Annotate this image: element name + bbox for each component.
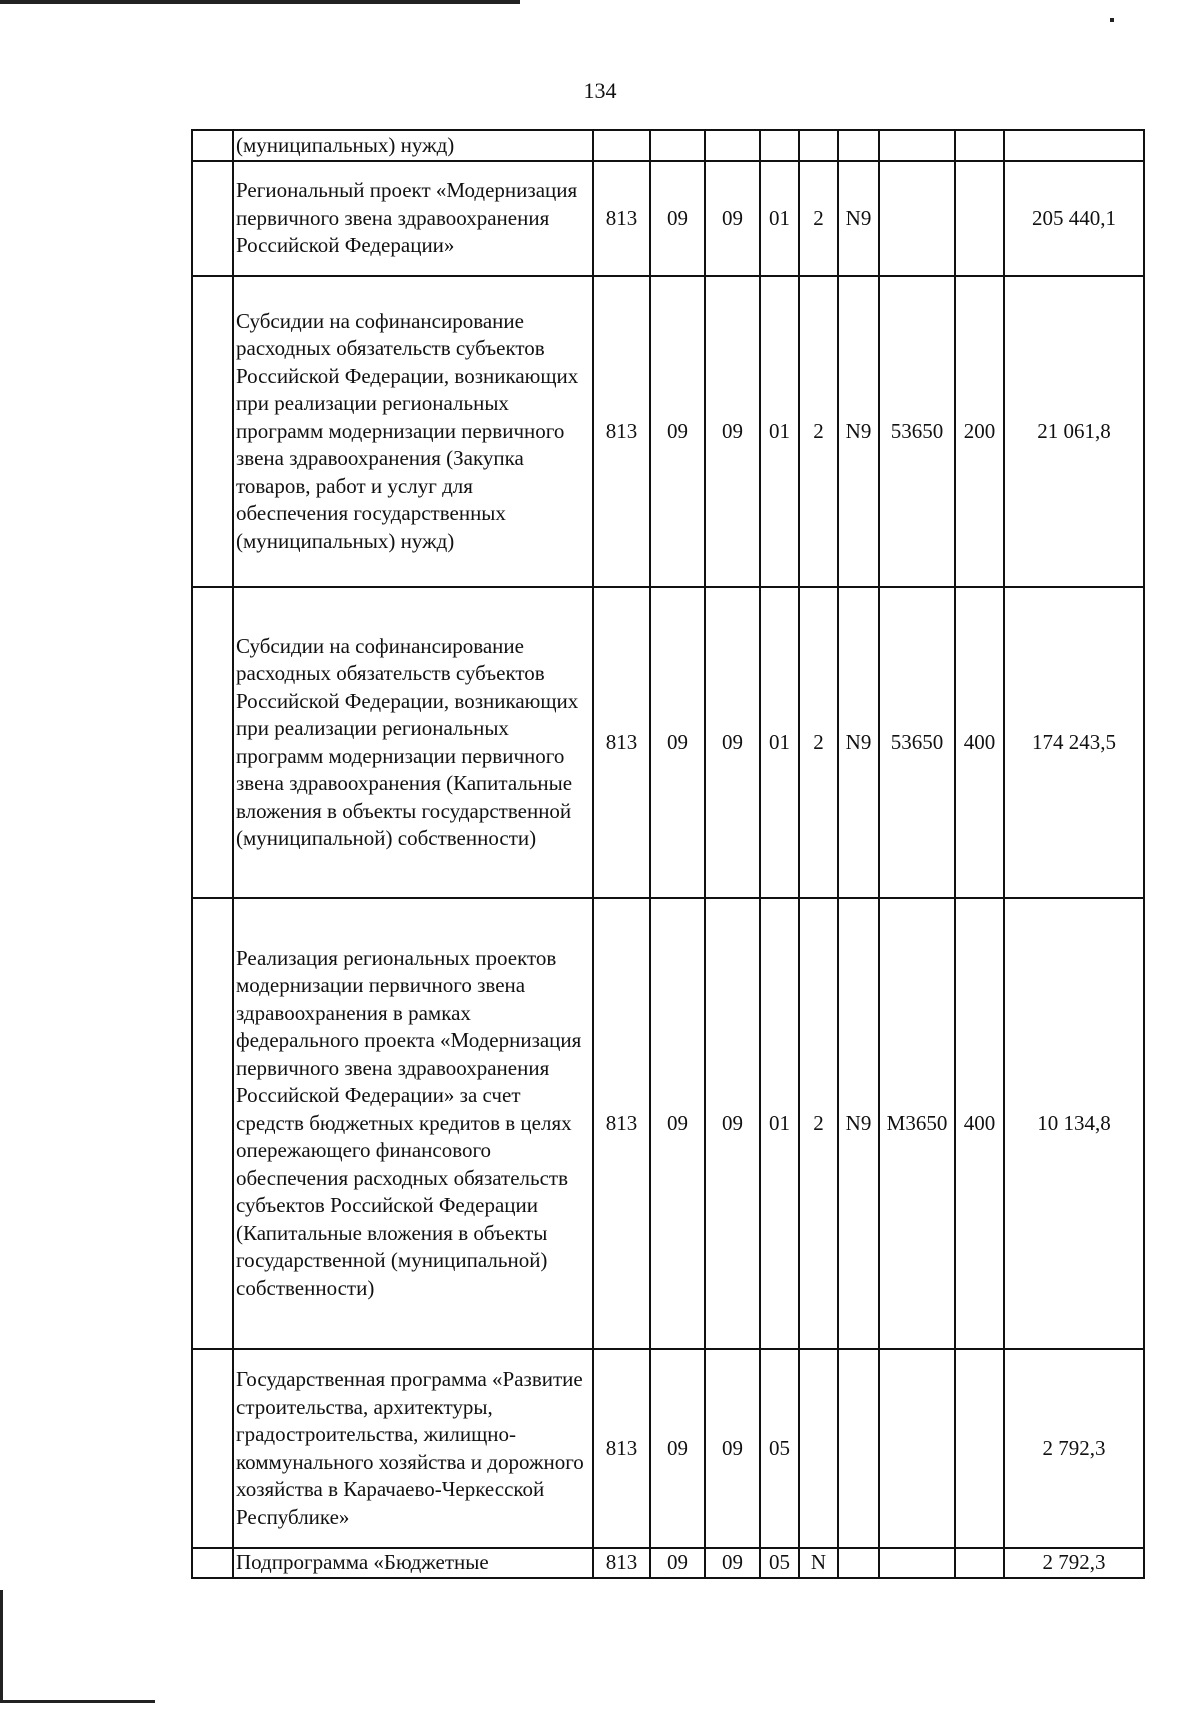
- table-row: [192, 276, 1144, 587]
- program-code: 05: [760, 1548, 799, 1578]
- expense-type-code: 200: [955, 276, 1004, 587]
- project-code: N9: [838, 276, 879, 587]
- subsection-code: 09: [705, 161, 760, 276]
- project-code: N9: [838, 587, 879, 898]
- subprogram-code: [799, 1349, 838, 1548]
- amount: 2 792,3: [1004, 1548, 1144, 1578]
- project-code: [838, 130, 879, 161]
- row-marker-cell: [192, 130, 233, 161]
- scan-edge-left: [0, 1590, 3, 1702]
- table-row: [192, 587, 1144, 898]
- program-code: 01: [760, 587, 799, 898]
- scan-edge-top: [0, 0, 520, 4]
- row-marker-cell: [192, 587, 233, 898]
- project-code: [838, 1349, 879, 1548]
- subprogram-code: N: [799, 1548, 838, 1578]
- subsection-code: 09: [705, 587, 760, 898]
- ministry-code: 813: [593, 1548, 650, 1578]
- item-name: Региональный проект «Модернизация первичного звена здравоохранения Российской Федерации»: [233, 161, 593, 276]
- table-row: [192, 130, 1144, 161]
- item-name: Субсидии на софинансирование расходных обязательств субъектов Российской Федерации, возникающих при реализации региональных программ модернизации первичного звена здравоохранения (Закупка товаров, работ и услуг для обеспечения государственных (муниципальных) нужд): [233, 276, 593, 587]
- program-code: [760, 130, 799, 161]
- direction-code: M3650: [879, 898, 955, 1349]
- ministry-code: [593, 130, 650, 161]
- scan-speck: [1110, 18, 1114, 22]
- project-code: [838, 1548, 879, 1578]
- expense-type-code: [955, 130, 1004, 161]
- page-number: 134: [583, 78, 617, 103]
- direction-code: [879, 1548, 955, 1578]
- amount: [1004, 130, 1144, 161]
- ministry-code: 813: [593, 1349, 650, 1548]
- row-marker-cell: [192, 161, 233, 276]
- subprogram-code: 2: [799, 161, 838, 276]
- amount: 10 134,8: [1004, 898, 1144, 1349]
- item-name: Подпрограмма «Бюджетные: [233, 1548, 593, 1578]
- item-name: Реализация региональных проектов модернизации первичного звена здравоохранения в рамках федерального проекта «Модернизация первичного звена здравоохранения Российской Федерации» за счет средств бюджетных кредитов в целях опережающего финансового обеспечения расходных обязательств субъектов Российской Федерации (Капитальные вложения в объекты государственной (муниципальной) собственности): [233, 898, 593, 1349]
- item-name: (муниципальных) нужд): [233, 130, 593, 161]
- subprogram-code: [799, 130, 838, 161]
- subprogram-code: 2: [799, 276, 838, 587]
- table-row: [192, 898, 1144, 1349]
- subsection-code: 09: [705, 1548, 760, 1578]
- ministry-code: 813: [593, 898, 650, 1349]
- section-code: [650, 130, 705, 161]
- expense-type-code: [955, 161, 1004, 276]
- direction-code: 53650: [879, 587, 955, 898]
- expense-type-code: 400: [955, 898, 1004, 1349]
- program-code: 01: [760, 898, 799, 1349]
- table-row: [192, 1349, 1144, 1548]
- table-row: [192, 161, 1144, 276]
- section-code: 09: [650, 898, 705, 1349]
- row-marker-cell: [192, 1349, 233, 1548]
- section-code: 09: [650, 1349, 705, 1548]
- direction-code: [879, 161, 955, 276]
- subsection-code: [705, 130, 760, 161]
- amount: 2 792,3: [1004, 1349, 1144, 1548]
- ministry-code: 813: [593, 161, 650, 276]
- subsection-code: 09: [705, 898, 760, 1349]
- direction-code: [879, 1349, 955, 1548]
- amount: 205 440,1: [1004, 161, 1144, 276]
- ministry-code: 813: [593, 587, 650, 898]
- budget-table: [191, 129, 1145, 1579]
- expense-type-code: [955, 1349, 1004, 1548]
- program-code: 01: [760, 276, 799, 587]
- amount: 174 243,5: [1004, 587, 1144, 898]
- table-row: [192, 1548, 1144, 1578]
- ministry-code: 813: [593, 276, 650, 587]
- row-marker-cell: [192, 276, 233, 587]
- subprogram-code: 2: [799, 587, 838, 898]
- amount: 21 061,8: [1004, 276, 1144, 587]
- expense-type-code: 400: [955, 587, 1004, 898]
- row-marker-cell: [192, 898, 233, 1349]
- row-marker-cell: [192, 1548, 233, 1578]
- section-code: 09: [650, 1548, 705, 1578]
- expense-type-code: [955, 1548, 1004, 1578]
- direction-code: [879, 130, 955, 161]
- subsection-code: 09: [705, 1349, 760, 1548]
- subsection-code: 09: [705, 276, 760, 587]
- section-code: 09: [650, 587, 705, 898]
- program-code: 05: [760, 1349, 799, 1548]
- scan-edge-bottom: [0, 1700, 155, 1703]
- subprogram-code: 2: [799, 898, 838, 1349]
- section-code: 09: [650, 276, 705, 587]
- item-name: Субсидии на софинансирование расходных обязательств субъектов Российской Федерации, возникающих при реализации региональных программ модернизации первичного звена здравоохранения (Капитальные вложения в объекты государственной (муниципальной) собственности): [233, 587, 593, 898]
- section-code: 09: [650, 161, 705, 276]
- item-name: Государственная программа «Развитие строительства, архитектуры, градостроительства, жилищно-коммунального хозяйства и дорожного хозяйства в Карачаево-Черкесской Республике»: [233, 1349, 593, 1548]
- program-code: 01: [760, 161, 799, 276]
- direction-code: 53650: [879, 276, 955, 587]
- project-code: N9: [838, 898, 879, 1349]
- project-code: N9: [838, 161, 879, 276]
